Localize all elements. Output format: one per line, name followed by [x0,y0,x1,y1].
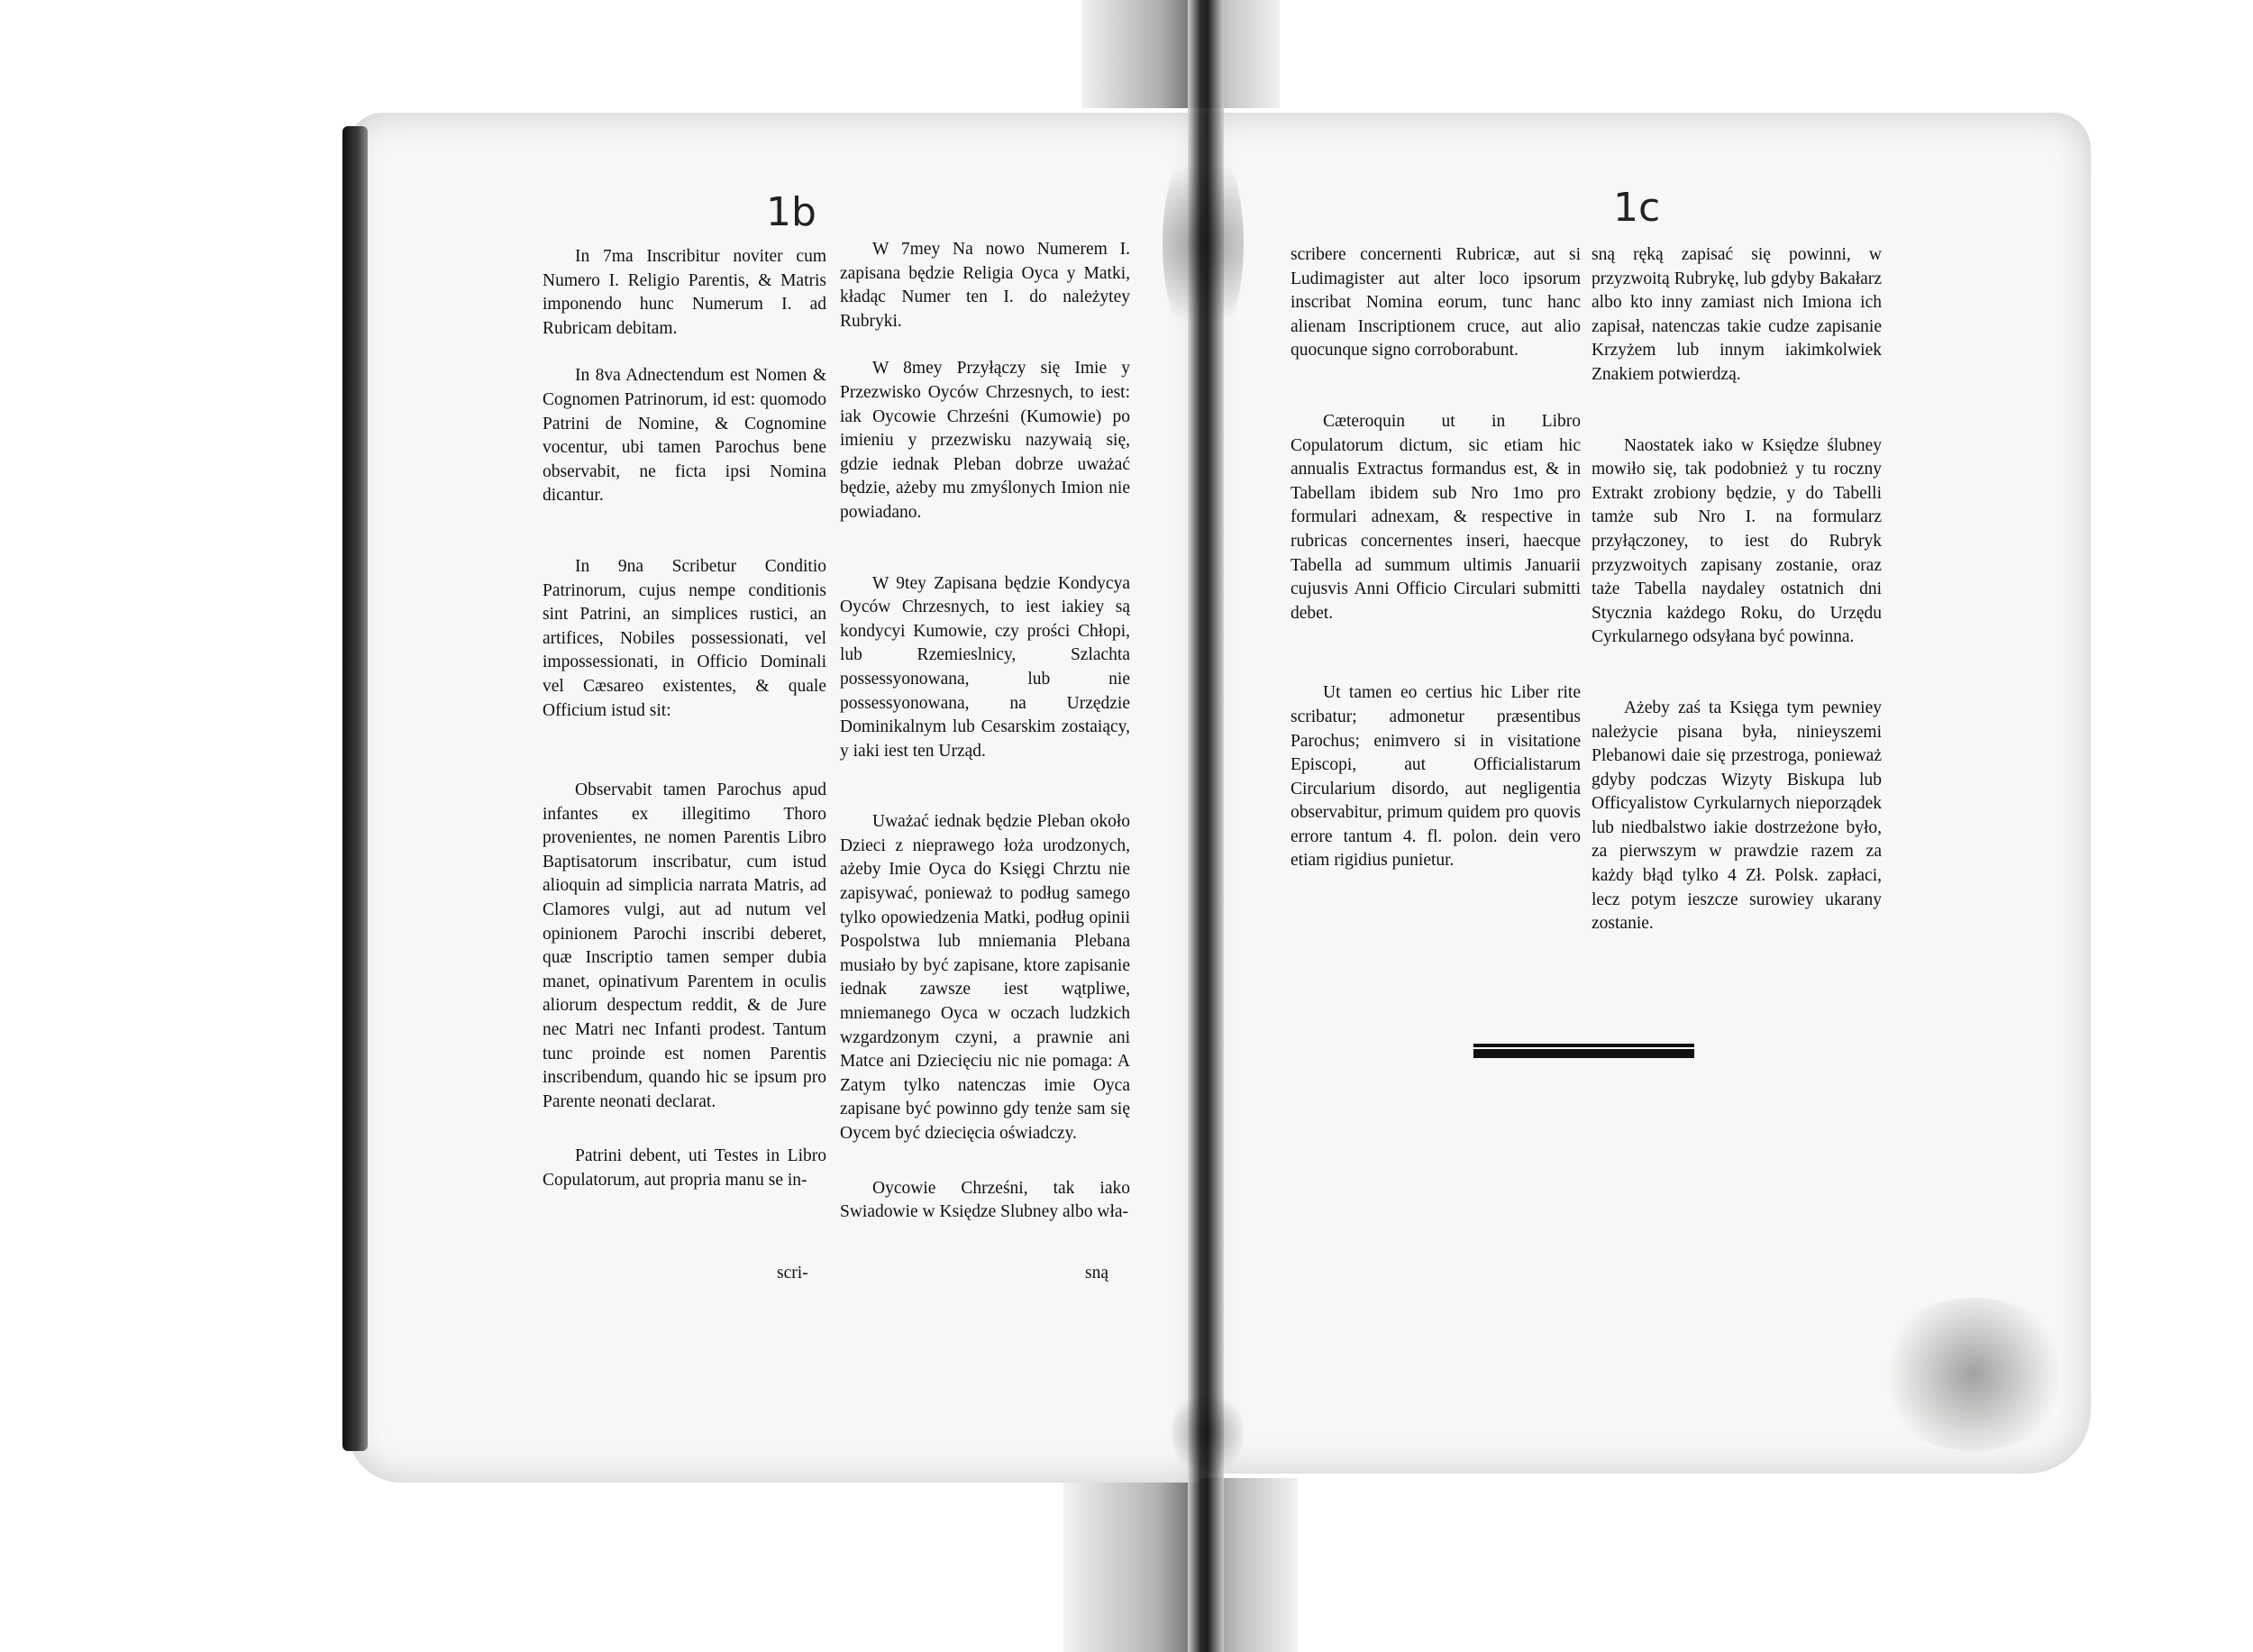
paragraph: Cæteroquin ut in Libro Copulatorum dictum, sic etiam hic annualis Extractus formandus est, & in Tabellam ibidem sub Nro 1mo pro formulari adnexam, & respective in rubricas concernentes inseri, haecque Tabella ad summum ultimis Januarii cujusvis Anni Officio Circulari submitti debet. [1291,411,1581,623]
paragraph: Oycowie Chrześni, tak iako Swiadowie w Księdze Slubney albo wła- [840,1178,1130,1222]
paragraph: In 9na Scribetur Conditio Patrinorum, cujus nempe conditionis sint Patrini, an simplices rustici, an artifices, Nobiles possessionati, vel impossessionati, in Officio Dominali vel Cæsareo existentes, & quale Officium istud sit: [543,556,826,720]
paragraph: W 8mey Przyłączy się Imie y Przezwisko Oyców Chrzesnych, to iest: iak Oycowie Chrześni (Kumowie) po imieniu y przezwisku nazywaią się, gdzie iednak Pleban dobrze uważać będzie, ażeby mu zmyślonych Imion nie powiadano. [840,359,1130,522]
page-number-left: 1b [766,189,816,235]
paragraph: Uważać iednak będzie Pleban około Dzieci z nieprawego łoża urodzonych, ażeby Imie Oyca do Księgi Chrztu nie zapisywać, ponieważ to podług samego tylko opowiedzenia Matki, podług opinii Pospolstwa lub mniemania Plebana musiało by być zapisane, ktore zapisanie iednak zawsze iest wątpliwe, mniemanego Oyca w oczach ludzkich wzgardzonym czyni, a prawnie ani Matce ani Dziecięciu nic nie pomaga: A Zatym tylko natenczas imie Oyca zapisane być powinno gdy tenże sam się Oycem być dziecięcia oświadczy. [840,812,1130,1143]
page-number-right: 1c [1613,185,1661,231]
paragraph: Ażeby zaś ta Księga tym pewniey należycie pisana była, ninieyszemi Plebanowi daie się przestroga, ponieważ gdyby podczas Wizyty Biskupa lub Officyalistow Cyrkularnych nieporządek lub niedbalstwo iakie dostrzeżone było, za pierwszym w prawdzie razem za każdy błąd tylko 4 Zł. Polsk. zapłaci, lecz potym ieszcze surowiey ukarany zostanie. [1592,698,1882,934]
catchword-polish [1085,1262,1139,1286]
paragraph: sną ręką zapisać się powinni, w przyzwoitą Rubrykę, lub gdyby Bakałarz albo kto inny zamiast nich Imiona ich zapisał, natenczas takie cudze zapisanie Krzyżem lub innym iakimkolwiek Znakiem potwierdzą. [1592,245,1882,384]
left-page-polish-column [840,238,1130,1225]
paragraph: In 8va Adnectendum est Nomen & Cognomen Patrinorum, id est: quomodo Patrini de Nomine, & Cognomine vocentur, ubi tamen Parochus bene observabit, ne ficta ipsi Nomina dicantur. [543,366,826,506]
paragraph: Observabit tamen Parochus apud infantes ex illegitimo Thoro provenientes, ne nomen Parentis Libro Baptisatorum inscribatur, cum istud alioquin ad simplicia narrata Matris, ad Clamores vulgi, aut ad nutum vel opinionem Parochi inscribi deberet, quæ Inscriptio tamen semper dubia manet, opinativum Parentem in oculis aliorum despectum reddit, & de Jure nec Matri nec Infanti prodest. Tantum tunc proinde est nomen Parentis inscribendum, quando hic se ipsum pro Parente neonati declarat. [543,780,826,1111]
paragraph: W 7mey Na nowo Numerem I. zapisana będzie Religia Oyca y Matki, kładąc Numer ten I. do należytey Rubryki. [840,240,1130,331]
paragraph: Naostatek iako w Księdze ślubney mowiło się, tak podobnież y tu roczny Extrakt zrobiony będzie, y do Tabelli tamże sub Nro I. na formularz przyłączoney, to iest do Rubryk przyzwoitych zapisany zostanie, oraz taże Tabella naydaley ostatnich dni Stycznia każdego Roku, do Urzędu Cyrkularnego odsyłana być powinna. [1592,435,1882,647]
right-page-latin-column [1291,243,1581,873]
left-page-edge [342,126,368,1451]
paragraph: W 9tey Zapisana będzie Kondycya Oyców Chrzesnych, to iest iakiey są kondycyi Kumowie, czy prości Chłopi, lub Rzemieslnicy, Szlachta possessyonowana, lub nie possessyonowana, na Urzędzie Dominikalnym lub Cesarskim zostaiący, y iaki iest ten Urząd. [840,573,1130,761]
paragraph: Ut tamen eo certius hic Liber rite scribatur; admonetur præsentibus Parochus; enimvero si in visitatione Episcopi, aut Officialistarum Circularium disordo, aut negligentia observabitur, primum quidem pro quovis errore tantum 4. fl. polon. dein vero etiam rigidius punietur. [1291,683,1581,871]
catchword: sną [1085,1264,1108,1282]
ornamental-rule [1473,1047,1694,1054]
left-page-latin-column [543,245,826,1193]
catchword-latin [777,1262,831,1286]
stain-mark [1172,1388,1244,1478]
binding-shadow-bottom [1063,1478,1298,1652]
stain-mark [1163,135,1244,351]
right-page-polish-column [1592,243,1882,936]
catchword: scri- [777,1264,808,1282]
paragraph: Patrini debent, uti Testes in Libro Copulatorum, aut propria manu se in- [543,1146,826,1190]
binding-shadow-top [1081,0,1280,108]
paragraph: In 7ma Inscribitur noviter cum Numero I. Religio Parentis, & Matris imponendo hunc Numerum I. ad Rubricam debitam. [543,247,826,338]
paragraph: scribere concernenti Rubricæ, aut si Ludimagister aut alter loco ipsorum inscribat Nomina eorum, tunc hanc alienam Inscriptionem cruce, aut alio quocunque signo corroborabunt. [1291,245,1581,361]
stain-mark [1874,1298,2073,1451]
